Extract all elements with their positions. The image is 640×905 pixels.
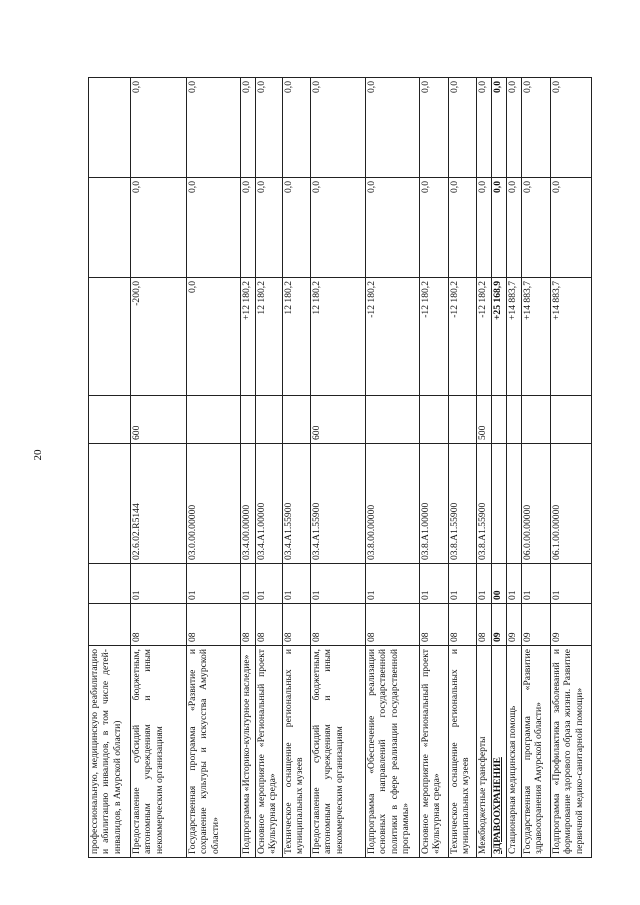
row-name: ЗДРАВООХРАНЕНИЕ [492,646,507,858]
amount-year-2: 0,0 [366,178,420,278]
section-code: 09 [507,604,522,646]
amount-year-3: 0,0 [241,78,256,178]
target-article-code: 03.4.00.00000 [241,444,256,564]
section-code: 08 [131,604,187,646]
expense-type-code [420,396,449,444]
target-article-code: 03.8.00.00000 [366,444,420,564]
amount-year-2: 0,0 [131,178,187,278]
amount-year-2: 0,0 [187,178,241,278]
section-code: 08 [241,604,256,646]
row-name: профессиональную, медицинскую реабилитацию и абилитацию инвалидов, в том числе детей-инвалидов, в Амурской области) [89,646,131,858]
table-row [366,78,420,858]
subsection-code: 00 [492,564,507,604]
row-name: Подпрограмма «Профилактика заболеваний и формирование здорового образа жизни. Развитие первичной медико-санитарной помощи» [551,646,592,858]
table-row [283,78,311,858]
expense-type-code: 600 [131,396,187,444]
section-code: 08 [420,604,449,646]
budget-table [88,77,592,858]
section-code: 08 [477,604,492,646]
change-amount: -12 180,2 [449,278,477,396]
subsection-code: 01 [449,564,477,604]
amount-year-3: 0,0 [366,78,420,178]
table-body [89,78,592,858]
change-amount: +12 180,2 [241,278,256,396]
section-code: 09 [522,604,551,646]
change-amount: +14 883,7 [522,278,551,396]
amount-year-2: 0,0 [311,178,366,278]
expense-type-code: 500 [477,396,492,444]
table-row [492,78,507,858]
table-row [131,78,187,858]
row-name: Межбюджетные трансферты [477,646,492,858]
amount-year-2: 0,0 [420,178,449,278]
section-code [89,604,131,646]
change-amount: -200,0 [131,278,187,396]
section-code: 08 [449,604,477,646]
change-amount: +14 883,7 [551,278,592,396]
subsection-code: 01 [477,564,492,604]
expense-type-code [522,396,551,444]
row-name: Государственная программа «Развитие и сохранение культуры и искусства Амурской области» [187,646,241,858]
target-article-code [507,444,522,564]
row-name: Стационарная медицинская помощь [507,646,522,858]
section-code: 09 [492,604,507,646]
amount-year-3: 0,0 [311,78,366,178]
table-row [187,78,241,858]
expense-type-code [366,396,420,444]
target-article-code [492,444,507,564]
amount-year-3: 0,0 [492,78,507,178]
subsection-code: 01 [131,564,187,604]
amount-year-2 [89,178,131,278]
section-code: 08 [187,604,241,646]
table-row [551,78,592,858]
subsection-code: 01 [522,564,551,604]
amount-year-2: 0,0 [551,178,592,278]
expense-type-code [187,396,241,444]
section-code: 08 [256,604,283,646]
target-article-code: 03.4.A1.55900 [283,444,311,564]
row-name: Предоставление субсидий бюджетным, автономным учреждениям и иным некоммерческим организациям [131,646,187,858]
subsection-code: 01 [420,564,449,604]
change-amount: 12 180,2 [283,278,311,396]
subsection-code: 01 [311,564,366,604]
amount-year-2: 0,0 [283,178,311,278]
amount-year-3: 0,0 [477,78,492,178]
target-article-code: 03.8.A1.55900 [477,444,492,564]
amount-year-3: 0,0 [420,78,449,178]
subsection-code: 01 [256,564,283,604]
change-amount: 12 180,2 [311,278,366,396]
amount-year-2: 0,0 [477,178,492,278]
expense-type-code [492,396,507,444]
target-article-code: 03.4.A1.55900 [311,444,366,564]
table-row [89,78,131,858]
change-amount: -12 180,2 [477,278,492,396]
expense-type-code [241,396,256,444]
section-code: 08 [283,604,311,646]
amount-year-2: 0,0 [492,178,507,278]
subsection-code: 01 [241,564,256,604]
target-article-code: 06.0.00.00000 [522,444,551,564]
subsection-code: 01 [187,564,241,604]
expense-type-code [551,396,592,444]
change-amount: -12 180,2 [420,278,449,396]
section-code: 08 [311,604,366,646]
row-name: Основное мероприятие «Региональный проект «Культурная среда» [256,646,283,858]
amount-year-2: 0,0 [507,178,522,278]
table-row [522,78,551,858]
amount-year-2: 0,0 [256,178,283,278]
subsection-code: 01 [283,564,311,604]
target-article-code: 06.1.00.00000 [551,444,592,564]
amount-year-3 [89,78,131,178]
row-name: Государственная программа «Развитие здравоохранения Амурской области» [522,646,551,858]
page-number: 20 [32,449,44,461]
subsection-code: 01 [551,564,592,604]
table-row [477,78,492,858]
row-name: Предоставление субсидий бюджетным, автономным учреждениям и иным некоммерческим организациям [311,646,366,858]
amount-year-3: 0,0 [551,78,592,178]
row-name: Техническое оснащение региональных и муниципальных музеев [449,646,477,858]
change-amount: +25 168,9 [492,278,507,396]
expense-type-code [283,396,311,444]
row-name: Подпрограмма «Историко-культурное наследие» [241,646,256,858]
subsection-code: 01 [366,564,420,604]
target-article-code: 03.8.A1.00000 [420,444,449,564]
change-amount [89,278,131,396]
row-name: Основное мероприятие «Региональный проект «Культурная среда» [420,646,449,858]
row-name: Подпрограмма «Обеспечение реализации основных направлений государственной политики в сфере реализации государственной программы» [366,646,420,858]
expense-type-code [89,396,131,444]
expense-type-code: 600 [311,396,366,444]
table-row [507,78,522,858]
target-article-code: 03.4.A1.00000 [256,444,283,564]
amount-year-2: 0,0 [241,178,256,278]
expense-type-code [507,396,522,444]
amount-year-3: 0,0 [449,78,477,178]
amount-year-3: 0,0 [187,78,241,178]
table-row [256,78,283,858]
target-article-code: 03.0.00.00000 [187,444,241,564]
amount-year-2: 0,0 [522,178,551,278]
subsection-code [89,564,131,604]
section-code: 09 [551,604,592,646]
table-row [420,78,449,858]
target-article-code: 02.6.02.R5144 [131,444,187,564]
table-row [449,78,477,858]
amount-year-3: 0,0 [256,78,283,178]
section-code: 08 [366,604,420,646]
expense-type-code [449,396,477,444]
subsection-code: 01 [507,564,522,604]
table-row [311,78,366,858]
amount-year-3: 0,0 [131,78,187,178]
amount-year-3: 0,0 [283,78,311,178]
rotated-budget-table [88,78,585,858]
target-article-code [89,444,131,564]
row-name: Техническое оснащение региональных и муниципальных музеев [283,646,311,858]
target-article-code: 03.8.A1.55900 [449,444,477,564]
change-amount: 12 180,2 [256,278,283,396]
change-amount: +14 883,7 [507,278,522,396]
table-row [241,78,256,858]
amount-year-3: 0,0 [522,78,551,178]
amount-year-2: 0,0 [449,178,477,278]
change-amount: -12 180,2 [366,278,420,396]
change-amount: 0,0 [187,278,241,396]
expense-type-code [256,396,283,444]
amount-year-3: 0,0 [507,78,522,178]
